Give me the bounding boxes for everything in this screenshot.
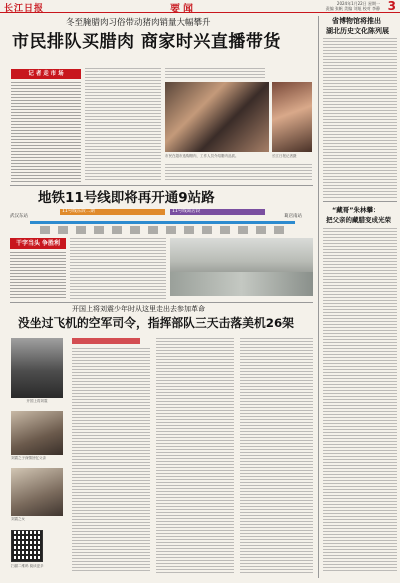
- masthead: [0, 0, 400, 13]
- story3-kicker: 开国上将刘震少年时从这里走出去参加革命: [72, 305, 205, 313]
- metro-station-start: 武汉东站: [10, 214, 28, 219]
- story1-kicker: 冬至腌腊肉习俗带动猪肉销量大幅攀升: [66, 18, 211, 28]
- sidebar-divider: [323, 201, 397, 202]
- divider-2: [10, 302, 313, 303]
- story3-photo2-caption: 刘震之子深情回忆父亲: [11, 456, 46, 460]
- metro-line-label-2: 11号线葛店段: [172, 209, 201, 214]
- story2-headline: 地铁11号线即将再开通9站路: [38, 190, 215, 206]
- metro-stations-row: [40, 226, 285, 234]
- sidebar-headline-1: 省博物馆将推出: [332, 17, 381, 25]
- story3-body-col-2: [156, 338, 234, 573]
- story1-body-col-4: [165, 164, 312, 182]
- story3-tag: 干字当头 争胜利: [10, 238, 66, 249]
- metro-map: [10, 205, 313, 237]
- qr-code[interactable]: [11, 530, 43, 562]
- sidebar-headline-2: 湖北历史文化陈列展: [326, 27, 389, 35]
- story3-photo-daughter: [11, 468, 63, 516]
- story1-caption-right: 长江日报记者摄: [272, 154, 297, 158]
- story1-body-col-1: [11, 82, 81, 182]
- metro-line-main: [30, 221, 295, 224]
- story1-caption-left: 市民在超市选购腊肉，工作人员介绍腊肉品质。: [165, 154, 239, 158]
- date-line-1: 2024年1月22日 星期一: [336, 1, 380, 6]
- story3-photo1-caption: 开国上将刘震: [26, 399, 48, 403]
- metro-station-end: 葛店南站: [284, 214, 302, 219]
- metro-line-label: 11号线东段二期: [62, 209, 95, 214]
- story2-body-col-2: [70, 238, 166, 300]
- page-number: 3: [387, 0, 396, 13]
- sidebar-body-1: [323, 38, 397, 198]
- story3-photo-general: [11, 338, 63, 398]
- story1-photo-side: [272, 82, 312, 152]
- story3-headline: 没坐过飞机的空军司令，指挥部队三天击落美机26架: [18, 316, 294, 330]
- story3-photo3-caption: 刘震之女: [11, 517, 25, 521]
- qr-caption: 扫描二维码 阅读更多: [11, 564, 44, 568]
- story1-body-col-2: [85, 68, 161, 182]
- story1-photo-main: [165, 82, 269, 152]
- story1-column-tag: 记 者 走 市 场: [11, 69, 81, 79]
- newspaper-logo: 长江日报: [4, 4, 45, 14]
- story3-body-col-3: [240, 338, 313, 573]
- sidebar-sub-1: “藏哥”朱林攀：: [332, 206, 380, 214]
- date-line-2: 责编 张帆 美编 刘旭 校对 李静: [325, 6, 380, 11]
- story2-body-col-1: [10, 252, 66, 300]
- story1-headline: 市民排队买腊肉 商家时兴直播带货: [12, 32, 281, 52]
- story3-sub-bar: [72, 338, 140, 344]
- story3-body-col-1: [72, 348, 150, 573]
- sidebar-body-2: [323, 228, 397, 573]
- story3-photo-son: [11, 411, 63, 455]
- story2-photo-metro: [170, 238, 313, 296]
- date-line: [326, 1, 380, 11]
- metro-platform: [170, 272, 313, 296]
- column-rule: [318, 16, 319, 578]
- story1-body-col-3: [165, 68, 265, 80]
- section-title: 要闻: [170, 4, 196, 15]
- sidebar-sub-2: 把父亲的藏腊变成光荣: [326, 216, 391, 224]
